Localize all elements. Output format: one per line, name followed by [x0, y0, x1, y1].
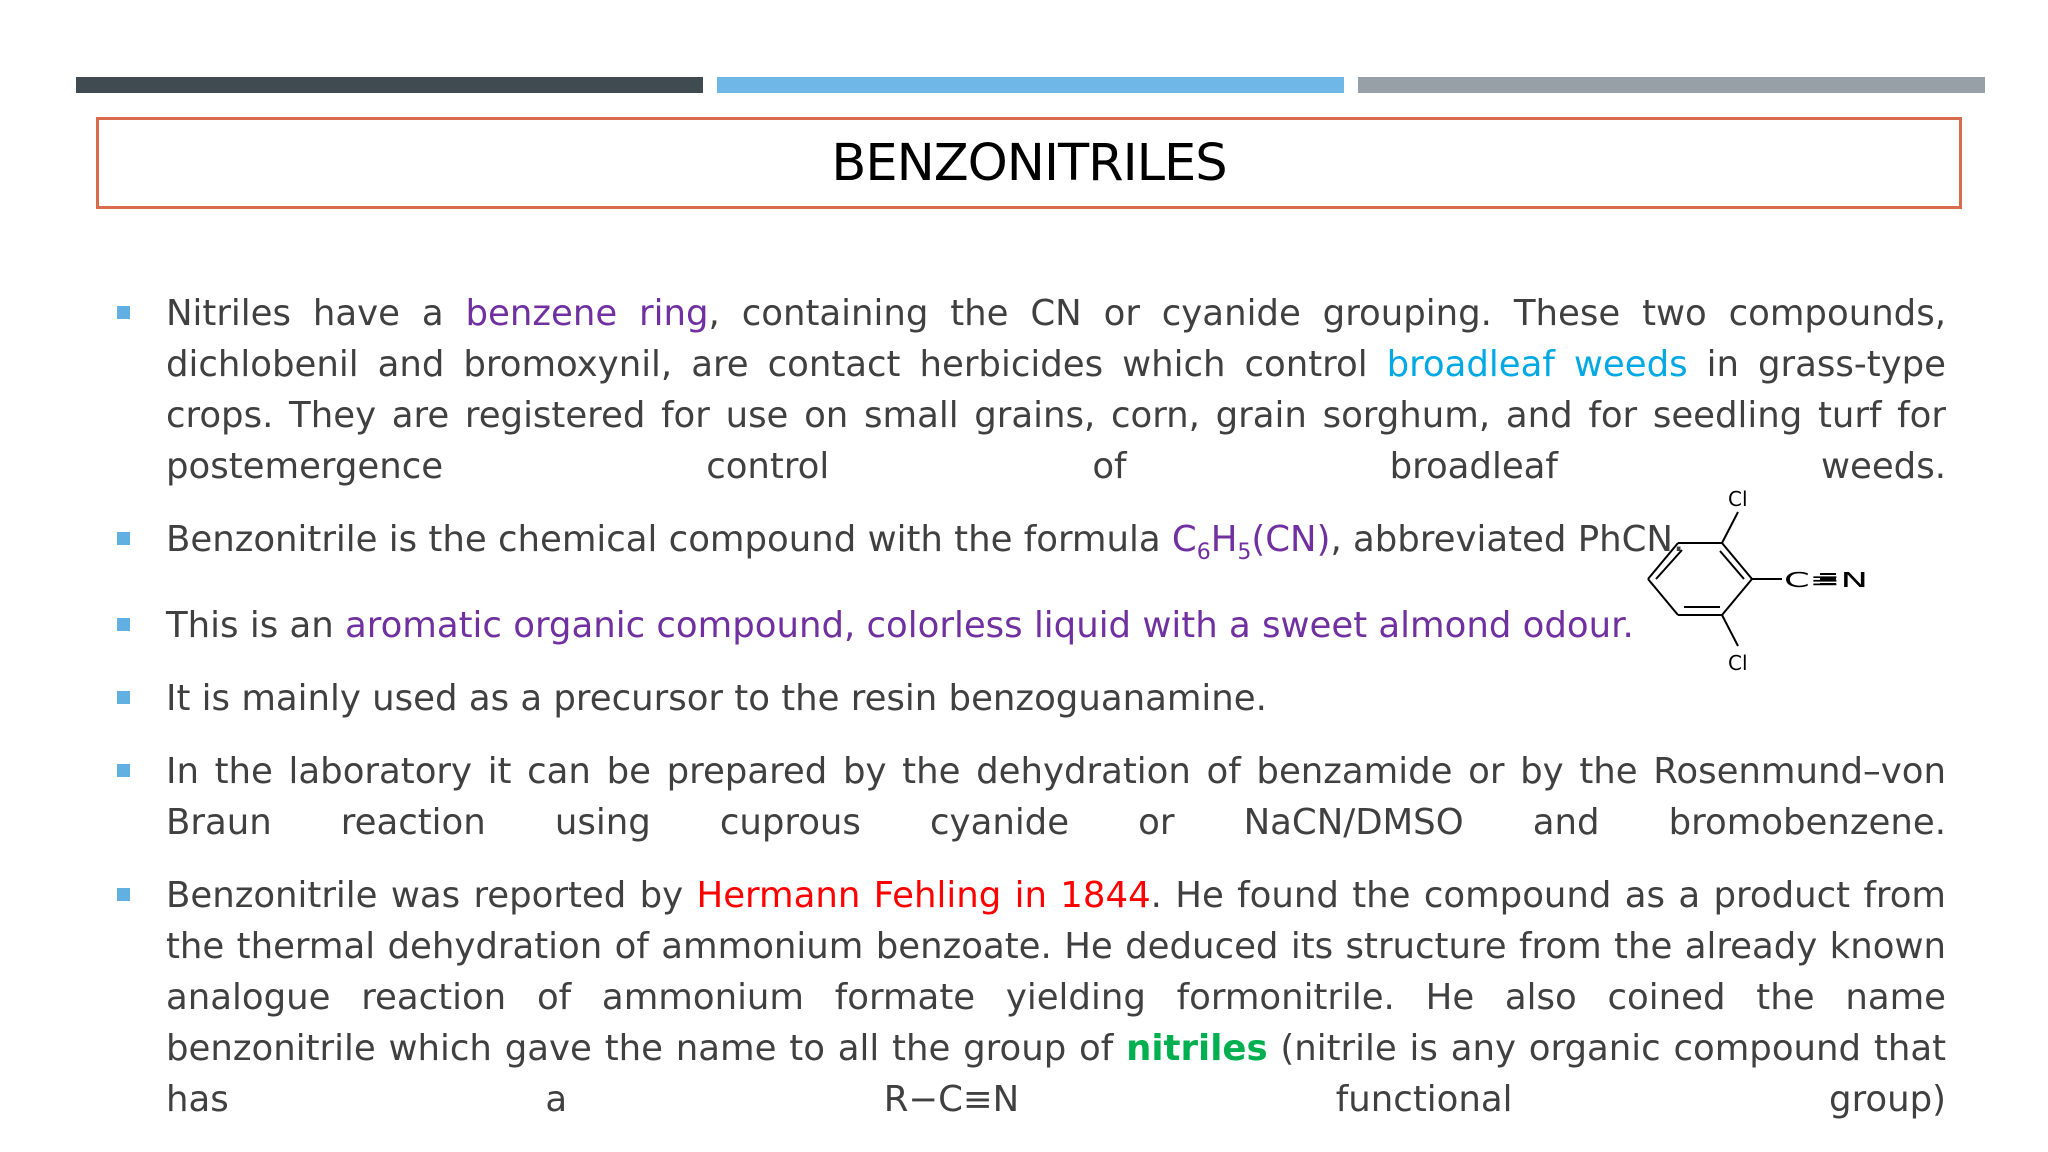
bullet-text: Benzonitrile was reported by	[166, 875, 697, 916]
bullet-text: Benzonitrile is the chemical compound with the formula	[166, 519, 1172, 560]
highlight-aromatic: aromatic organic compound, colorless liquid with a sweet almond odour.	[345, 605, 1634, 646]
bullet-text: This is an	[166, 605, 346, 646]
highlight-nitriles: nitriles	[1126, 1028, 1268, 1069]
bullet-text: , abbreviated PhCN.	[1330, 519, 1685, 560]
bullet-item-precursor	[114, 673, 1946, 724]
bullet-square-icon	[117, 306, 130, 319]
bullet-list	[114, 288, 1946, 1147]
accent-bar-gray	[1358, 77, 1985, 93]
bullet-text: , containing the CN or cyanide grouping. These two compounds, dichlobenil and bromoxynil, are contact herbicides which control	[166, 293, 1947, 385]
bullet-text: . He found the compound as a product from the thermal dehydration of ammonium benzoate. He deduced its structure from the already known analogue reaction of ammonium formate yielding formonitrile. He also coined the name benzonitrile which gave the name to all the group of	[166, 875, 1946, 1069]
bullet-item-nitriles	[114, 288, 1946, 492]
bullet-square-icon	[117, 691, 130, 704]
bullet-item-history	[114, 870, 1946, 1125]
bullet-square-icon	[117, 764, 130, 777]
highlight-broadleaf-weeds: broadleaf weeds	[1386, 344, 1688, 385]
nitrile-label: C≡N	[1784, 568, 1868, 592]
bullet-text: (nitrile is any organic compound that has a R−C≡N functional group)	[166, 1028, 1946, 1120]
bullet-text: In the laboratory it can be prepared by the dehydration of benzamide or by the Rosenmund–von Braun reaction using cuprous cyanide or NaCN/DMSO and bromobenzene.	[166, 751, 1946, 843]
page-title: BENZONITRILES	[831, 133, 1227, 193]
highlight-benzene-ring: benzene ring	[465, 293, 709, 334]
bullet-square-icon	[117, 888, 130, 901]
title-box	[96, 117, 1962, 209]
bullet-item-laboratory	[114, 746, 1946, 848]
chlorine-bottom-label: Cl	[1728, 651, 1748, 672]
dichlobenil-structure-diagram	[1642, 486, 1872, 672]
accent-bar-blue	[717, 77, 1344, 93]
bullet-square-icon	[117, 532, 130, 545]
chlorine-top-label: Cl	[1728, 487, 1748, 511]
formula: $C_6H_5(CN)$	[1171, 519, 1331, 565]
bullet-text: Nitriles have a	[166, 293, 466, 334]
highlight-fehling: Hermann Fehling in 1844	[696, 875, 1151, 916]
accent-bar-dark	[76, 77, 703, 93]
bullet-text: It is mainly used as a precursor to the resin benzoguanamine.	[166, 678, 1267, 719]
bullet-text: in grass-type crops. They are registered for use on small grains, corn, grain sorghum, and for seedling turf for postemergence control of broadleaf weeds.	[166, 344, 1947, 487]
bullet-square-icon	[117, 618, 130, 631]
